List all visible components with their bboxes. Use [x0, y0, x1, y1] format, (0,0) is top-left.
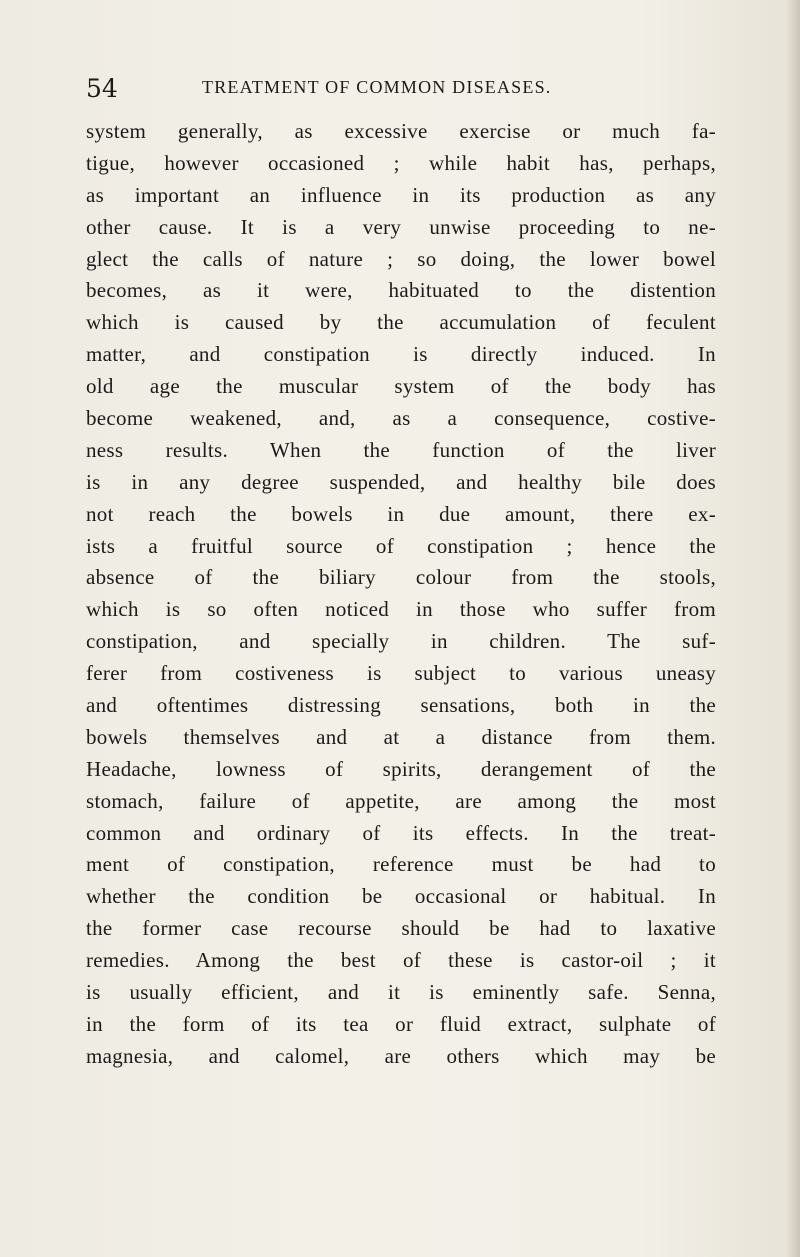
text-line: tigue, however occasioned ; while habit has, perhaps, [86, 150, 716, 175]
text-line: become weakened, and, as a consequence, costive- [86, 406, 716, 431]
text-line: ness results. When the function of the liver [86, 437, 716, 462]
text-line: common and ordinary of its effects. In the treat- [86, 820, 716, 845]
page-number: 54 [86, 74, 118, 103]
text-line: stomach, failure of appetite, are among the most [86, 788, 716, 813]
text-line: ment of constipation, reference must be had to [86, 852, 716, 877]
text-line: whether the condition be occasional or habitual. In [86, 884, 716, 909]
text-line: Headache, lowness of spirits, derangement of the [86, 756, 716, 781]
text-line: constipation, and specially in children. The suf- [86, 629, 716, 654]
text-line: which is caused by the accumulation of feculent [86, 310, 716, 335]
text-line: ferer from costiveness is subject to various uneasy [86, 661, 716, 686]
text-line: bowels themselves and at a distance from them. [86, 724, 716, 749]
running-title: TREATMENT OF COMMON DISEASES. [202, 77, 552, 97]
text-line: which is so often noticed in those who suffer from [86, 597, 716, 622]
body-paragraph [86, 116, 716, 1073]
text-line: ists a fruitful source of constipation ; hence the [86, 533, 716, 558]
text-line: other cause. It is a very unwise proceeding to ne- [86, 214, 716, 239]
text-line: not reach the bowels in due amount, there ex- [86, 501, 716, 526]
text-line: old age the muscular system of the body has [86, 374, 716, 399]
text-line: system generally, as excessive exercise or much fa- [86, 119, 716, 143]
running-head [86, 74, 706, 104]
text-line: glect the calls of nature ; so doing, the lower bowel [86, 246, 716, 271]
text-line: is usually efficient, and it is eminently safe. Senna, [86, 980, 716, 1005]
text-line: magnesia, and calomel, are others which may be [86, 1043, 716, 1068]
text-line: remedies. Among the best of these is castor-oil ; it [86, 948, 716, 973]
text-line: and oftentimes distressing sensations, both in the [86, 693, 716, 718]
text-line: the former case recourse should be had to laxative [86, 916, 716, 941]
text-line: absence of the biliary colour from the stools, [86, 565, 716, 590]
text-line: becomes, as it were, habituated to the distention [86, 278, 716, 303]
text-line: is in any degree suspended, and healthy bile does [86, 469, 716, 494]
text-line: as important an influence in its production as any [86, 182, 716, 207]
text-line: matter, and constipation is directly induced. In [86, 342, 716, 367]
page-edge-shadow [786, 0, 800, 1257]
text-line: in the form of its tea or fluid extract, sulphate of [86, 1011, 716, 1036]
